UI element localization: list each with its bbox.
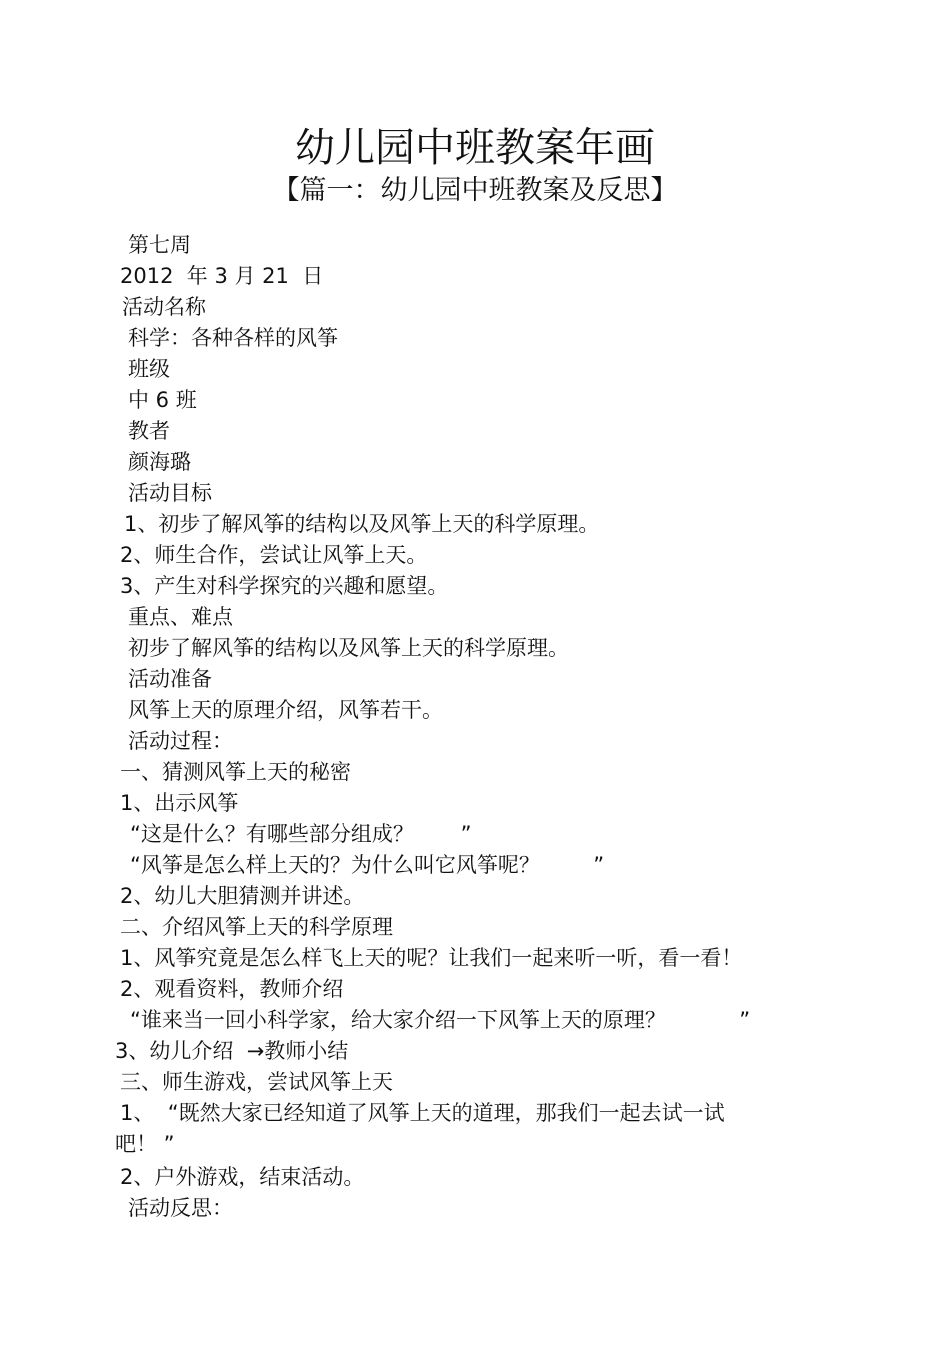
- text-line: 活动名称: [122, 295, 206, 319]
- text-line: 2、户外游戏，结束活动。: [120, 1165, 365, 1189]
- text-line: 重点、难点: [128, 605, 233, 629]
- text-line: 科学：各种各样的风筝: [128, 326, 338, 350]
- text-line: 一、猜测风筝上天的秘密: [120, 760, 351, 784]
- text-line: 三、师生游戏，尝试风筝上天: [120, 1070, 393, 1094]
- text-line: 1、 “既然大家已经知道了风筝上天的道理，那我们一起去试一试: [120, 1101, 725, 1125]
- text-line: 中 6 班: [128, 388, 197, 412]
- text-line: 3、产生对科学探究的兴趣和愿望。: [120, 574, 449, 598]
- text-line: 2012 年 3 月 21 日: [120, 264, 324, 288]
- text-line: 1、出示风筝: [120, 791, 239, 815]
- text-line: 1、风筝究竟是怎么样飞上天的呢？让我们一起来听一听，看一看！: [120, 946, 743, 970]
- text-line: 风筝上天的原理介绍，风筝若干。: [128, 698, 443, 722]
- text-line: 教者: [128, 419, 170, 443]
- text-line: 活动准备: [128, 667, 212, 691]
- text-line: 活动目标: [128, 481, 212, 505]
- text-line: 活动反思：: [128, 1196, 233, 1220]
- text-line: 2、观看资料，教师介绍: [120, 977, 344, 1001]
- text-line: 2、幼儿大胆猜测并讲述。: [120, 884, 365, 908]
- text-line: 初步了解风筝的结构以及风筝上天的科学原理。: [128, 636, 569, 660]
- text-line: 1、初步了解风筝的结构以及风筝上天的科学原理。: [124, 512, 600, 536]
- text-line: 2、师生合作，尝试让风筝上天。: [120, 543, 428, 567]
- text-line: 3、幼儿介绍 →教师小结: [115, 1039, 349, 1063]
- text-line: 第七周: [128, 233, 191, 257]
- text-line: 吧！ ”: [115, 1132, 175, 1156]
- text-line: “谁来当一回小科学家，给大家介绍一下风筝上天的原理？ ”: [130, 1008, 751, 1032]
- document-title: 幼儿园中班教案年画: [295, 125, 655, 171]
- text-line: 颜海璐: [128, 450, 191, 474]
- text-line: “这是什么？有哪些部分组成？ ”: [130, 822, 472, 846]
- text-line: 二、介绍风筝上天的科学原理: [120, 915, 393, 939]
- text-line: 活动过程：: [128, 729, 233, 753]
- text-line: 班级: [128, 357, 170, 381]
- text-line: “风筝是怎么样上天的？为什么叫它风筝呢？ ”: [130, 853, 605, 877]
- document-subtitle: 【篇一：幼儿园中班教案及反思】: [272, 175, 678, 206]
